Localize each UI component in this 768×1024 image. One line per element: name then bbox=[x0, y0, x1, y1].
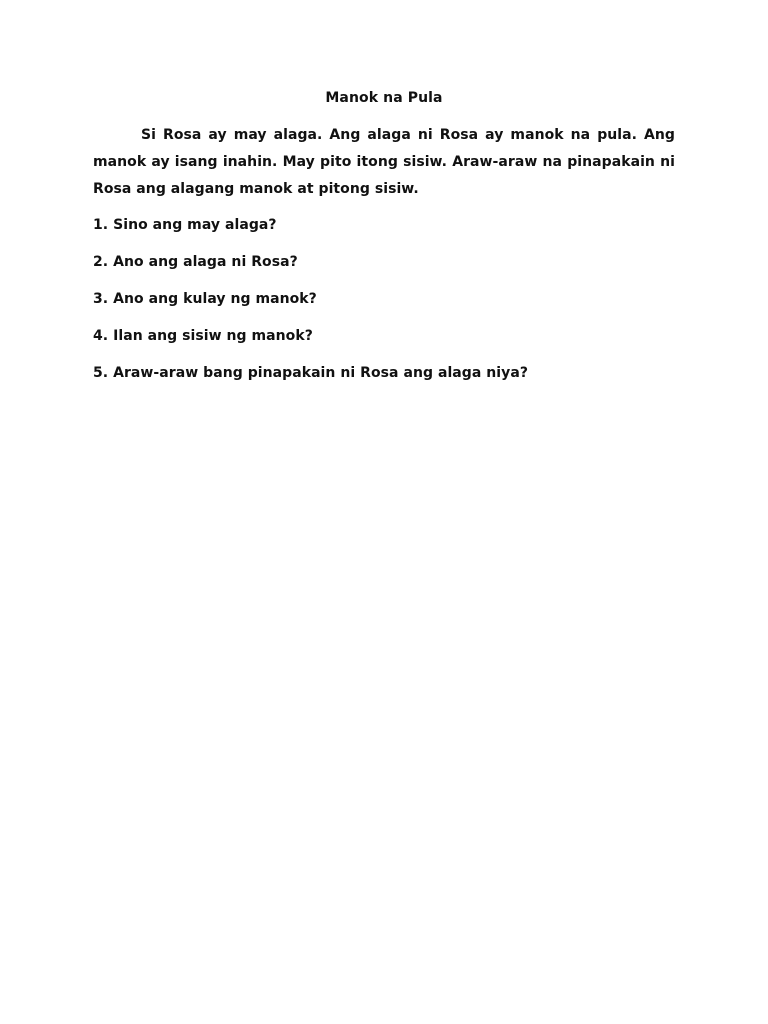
question-4: 4. Ilan ang sisiw ng manok? bbox=[93, 328, 313, 344]
question-3: 3. Ano ang kulay ng manok? bbox=[93, 291, 317, 307]
document-content bbox=[93, 88, 675, 400]
story-paragraph: Si Rosa ay may alaga. Ang alaga ni Rosa ay manok na pula. Ang manok ay isang inahin. May pito itong sisiw. Araw-araw na pinapakain ni Rosa ang alagang manok at pitong sisiw. bbox=[93, 127, 675, 197]
question-list bbox=[93, 215, 675, 383]
document-title: Manok na Pula bbox=[325, 90, 443, 106]
question-1: 1. Sino ang may alaga? bbox=[93, 217, 277, 233]
question-2: 2. Ano ang alaga ni Rosa? bbox=[93, 254, 298, 270]
question-5: 5. Araw-araw bang pinapakain ni Rosa ang alaga niya? bbox=[93, 365, 528, 381]
